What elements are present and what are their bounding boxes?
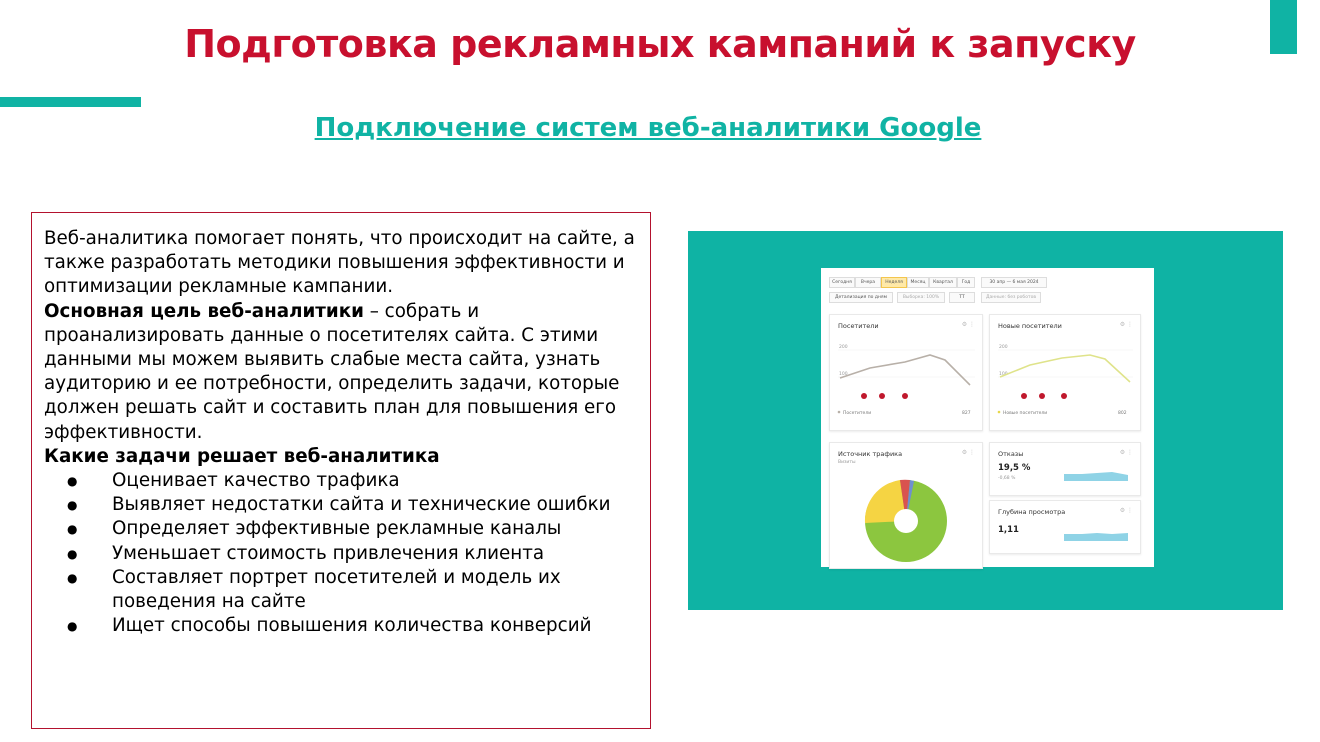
card-menu-icon[interactable]: ⚙ ⋮ bbox=[961, 449, 975, 456]
y-tick-label: 100 bbox=[839, 372, 848, 377]
tasks-heading: Какие задачи решает веб-аналитика bbox=[44, 445, 440, 467]
period-button[interactable]: Квартал bbox=[929, 277, 957, 288]
legend-label: Новые посетители bbox=[1003, 411, 1048, 416]
traffic-card-title: Источник трафика bbox=[838, 450, 903, 458]
list-item: ● Оценивает качество трафика bbox=[44, 469, 640, 493]
depth-sparkline bbox=[1062, 527, 1132, 545]
card-menu-icon[interactable]: ⚙ ⋮ bbox=[1119, 507, 1133, 514]
new-visitors-card-title: Новые посетители bbox=[998, 322, 1062, 330]
accent-bar-left bbox=[0, 97, 141, 107]
period-button[interactable]: Год bbox=[957, 277, 975, 288]
bounce-delta: -0,68 % bbox=[998, 476, 1016, 481]
slide-title: Подготовка рекламных кампаний к запуску bbox=[184, 22, 1136, 66]
detail-select[interactable]: Детализация по дням bbox=[829, 292, 893, 303]
annotation-marker bbox=[1021, 393, 1027, 399]
new-visitors-line bbox=[1000, 355, 1130, 382]
y-tick-label: 100 bbox=[999, 372, 1008, 377]
bounce-value: 19,5 % bbox=[998, 463, 1031, 473]
bounce-rate-card[interactable] bbox=[989, 442, 1141, 496]
list-item: ● Определяет эффективные рекламные каналы bbox=[44, 517, 640, 541]
card-menu-icon[interactable]: ⚙ ⋮ bbox=[1119, 449, 1133, 456]
legend-label: Посетители bbox=[843, 411, 872, 416]
bullet-icon: ● bbox=[67, 546, 78, 561]
visitors-card[interactable] bbox=[829, 314, 983, 431]
bullet-icon: ● bbox=[67, 570, 78, 585]
y-tick-label: 200 bbox=[839, 345, 848, 350]
card-menu-icon[interactable]: ⚙ ⋮ bbox=[1119, 321, 1133, 328]
period-button-selected[interactable]: Неделя bbox=[881, 277, 907, 288]
new-visitors-line-chart bbox=[990, 330, 1138, 430]
new-visitors-card[interactable] bbox=[989, 314, 1141, 431]
list-item: ● Ищет способы повышения количества конверсий bbox=[44, 614, 640, 638]
bounce-card-title: Отказы bbox=[998, 450, 1024, 458]
legend-total: 827 bbox=[962, 411, 971, 416]
analytics-dashboard bbox=[821, 268, 1154, 567]
traffic-source-card[interactable] bbox=[829, 442, 983, 569]
period-button[interactable]: Вчера bbox=[855, 277, 881, 288]
annotation-marker bbox=[879, 393, 885, 399]
filter-select[interactable]: ТТ bbox=[949, 292, 975, 303]
y-tick-label: 200 bbox=[999, 345, 1008, 350]
annotation-marker bbox=[861, 393, 867, 399]
visitors-card-title: Посетители bbox=[838, 322, 879, 330]
bounce-sparkline bbox=[1062, 465, 1132, 483]
depth-value: 1,11 bbox=[998, 525, 1019, 535]
list-item: ● Составляет портрет посетителей и модель их поведения на сайте bbox=[67, 566, 561, 613]
list-item: ● Выявляет недостатки сайта и технические ошибки bbox=[44, 493, 640, 517]
traffic-pie-chart bbox=[830, 471, 982, 571]
legend-total: 802 bbox=[1118, 411, 1127, 416]
visitors-line bbox=[840, 355, 970, 385]
list-item: ● Уменьшает стоимость привлечения клиента bbox=[44, 542, 640, 566]
intro-text: Веб-аналитика помогает понять, что происходит на сайте, а также разработать методики повышения эффективности и оптимизации рекламные кампании. bbox=[44, 228, 635, 298]
bullet-icon: ● bbox=[67, 474, 78, 489]
text-box bbox=[31, 212, 651, 729]
pie-hole bbox=[894, 509, 918, 533]
slide-subtitle: Подключение систем веб-аналитики Google bbox=[314, 113, 982, 143]
visitors-line-chart bbox=[830, 330, 980, 430]
annotation-marker bbox=[1061, 393, 1067, 399]
traffic-card-subtitle: Визиты bbox=[838, 460, 856, 465]
bullet-icon: ● bbox=[67, 498, 78, 513]
period-button[interactable]: Сегодня bbox=[829, 277, 855, 288]
tasks-list bbox=[44, 469, 640, 638]
bullet-icon: ● bbox=[67, 522, 78, 537]
period-button[interactable]: Месяц bbox=[907, 277, 929, 288]
intro-paragraph bbox=[44, 227, 640, 445]
sample-select[interactable]: Выборка: 100% bbox=[897, 292, 945, 303]
card-menu-icon[interactable]: ⚙ ⋮ bbox=[961, 321, 975, 328]
bullet-icon: ● bbox=[67, 619, 78, 634]
view-depth-card[interactable] bbox=[989, 500, 1141, 554]
depth-card-title: Глубина просмотра bbox=[998, 508, 1066, 516]
robots-select[interactable]: Данные: без роботов bbox=[981, 292, 1041, 303]
goal-label: Основная цель веб-аналитики bbox=[44, 300, 364, 322]
date-range-button[interactable]: 30 апр — 6 мая 2024 bbox=[981, 277, 1047, 288]
annotation-marker bbox=[902, 393, 908, 399]
annotation-marker bbox=[1039, 393, 1045, 399]
goal-text: – собрать и проанализировать данные о посетителях сайта. С этими данными мы можем выявить слабые места сайта, узнать аудиторию и ее потребности, определить задачи, которые должен решать сайт и составить план для повышения его эффективности. bbox=[44, 300, 620, 443]
